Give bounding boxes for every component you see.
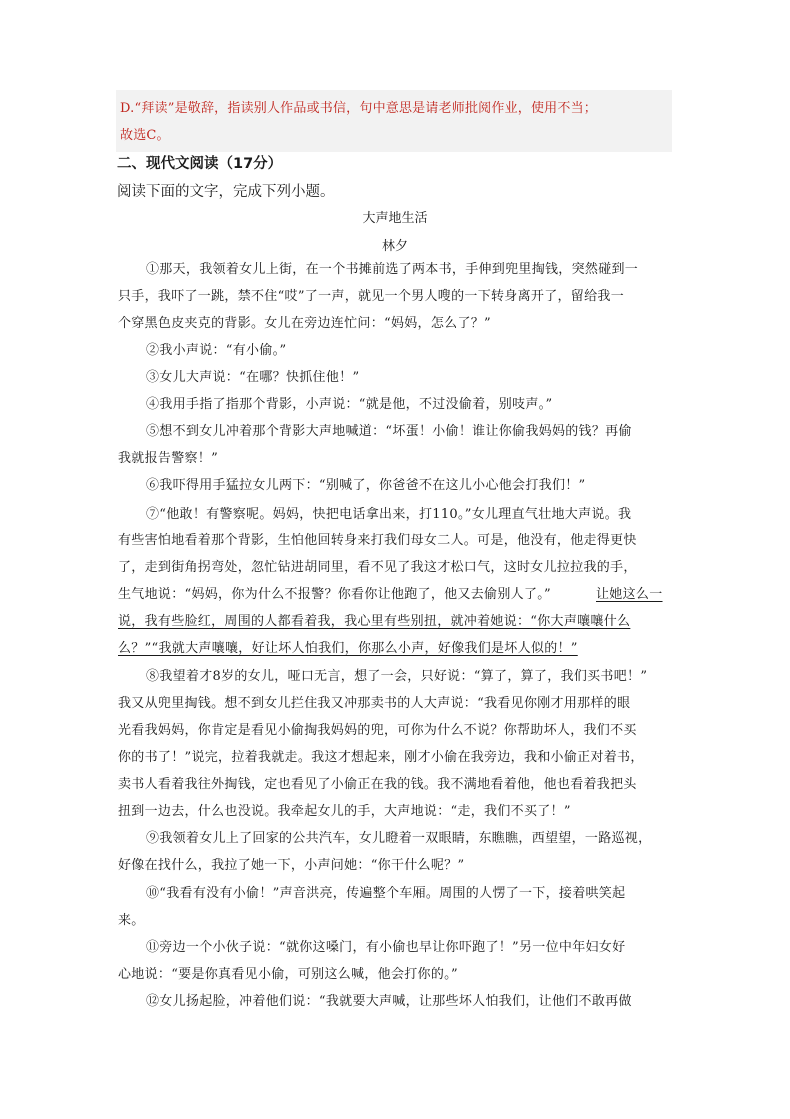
text-line: 个穿黑色皮夹克的背影。女儿在旁边连忙问：“妈妈，怎么了？” [118,316,491,331]
text-line: 你的书了！”说完，拉着我就走。我这才想起来，刚才小偷在我旁边，我和小偷正对着书， [118,750,644,765]
text-line: ⑥我吓得用手猛拉女儿两下：“别喊了，你爸爸不在这儿小心他会打我们！” [146,478,586,493]
answer-line-2: 故选C。 [120,128,170,143]
text-line: 有些害怕地看着那个背影，生怕他回转身来打我们母女二人。可是，他没有，他走得更快 [118,533,637,548]
section-instruction: 阅读下面的文字，完成下列小题。 [117,184,335,200]
underlined-sentence: 么？”“我就大声嚷嚷，好让坏人怕我们，你那么小声，好像我们是坏人似的！” [118,641,578,656]
text-line: 了，走到街角拐弯处，忽忙钻进胡同里，看不见了我这才松口气，这时女儿拉拉我的手， [118,560,637,575]
text-line: 好像在找什么，我拉了她一下，小声问她：“你干什么呢？” [118,858,465,873]
article-title: 大声地生活 [362,211,428,226]
text-line: 我又从兜里掏钱。想不到女儿拦住我又冲那卖书的人大声说：“我看见你刚才用那样的眼 [118,696,631,711]
text-line: ⑩“我看有没有小偷！”声音洪亮，传遍整个车厢。周围的人愣了一下，接着哄笑起 [146,886,626,901]
section-heading: 二、现代文阅读（17分） [117,156,283,172]
text-line: ②我小声说：“有小偷。” [146,343,287,358]
text-line: 我就报告警察！” [118,451,219,466]
underlined-sentence: 说，我有些脸红，周围的人都看着我，我心里有些别扭，就冲着她说：“你大声嚷嚷什么 [118,614,631,629]
text-line: 生气地说：“妈妈，你为什么不报警？你看你让他跑了，他又去偷别人了。” [118,587,551,602]
article-author: 林夕 [381,239,408,254]
text-line: 扭到一边去，什么也没说。我牵起女儿的手，大声地说：“走，我们不买了！” [118,804,571,819]
text-line: 来。 [118,913,145,928]
text-line: 心地说：“要是你真看见小偷，可别这么喊，他会打你的。” [118,967,458,982]
text-line: ⑤想不到女儿冲着那个背影大声地喊道：“坏蛋！小偷！谁让你偷我妈妈的钱？再偷 [146,424,632,439]
text-line: ⑦“他敢！有警察呢。妈妈，快把电话拿出来，打110。”女儿理直气壮地大声说。我 [146,507,632,522]
text-line: ④我用手指了指那个背影，小声说：“就是他，不过没偷着，别吱声。” [146,397,553,412]
text-line: ⑫女儿扬起脸，冲着他们说：“我就要大声喊，让那些坏人怕我们，让他们不敢再做 [146,994,632,1009]
text-line: 卖书人看着我往外掏钱，定也看见了小偷正在我的钱。我不满地看着他，他也看着我把头 [118,777,637,792]
text-line: ③女儿大声说：“在哪？快抓住他！” [146,370,360,385]
answer-line-1: D.“拜读”是敬辞，指读别人作品或书信，句中意思是请老师批阅作业，使用不当； [120,101,597,116]
text-line: 光看我妈妈，你肯定是看见小偷掏我妈妈的兜，可你为什么不说？你帮助坏人，我们不买 [118,723,637,738]
text-line: 只手，我吓了一跳，禁不住“哎”了一声，就见一个男人嗖的一下转身离开了，留给我一 [118,289,624,304]
text-line: ⑨我领着女儿上了回家的公共汽车，女儿瞪着一双眼睛，东瞧瞧，西望望，一路巡视， [146,831,652,846]
text-line: ⑪旁边一个小伙子说：“就你这嗓门，有小偷也早让你吓跑了！”另一位中年妇女好 [146,940,626,955]
text-line: ①那天，我领着女儿上街，在一个书摊前选了两本书，手伸到兜里掏钱，突然碰到一 [146,262,639,277]
text-line: ⑧我望着才8岁的女儿，哑口无言，想了一会，只好说：“算了，算了，我们买书吧！” [146,669,648,684]
underlined-sentence: 让她这么一 [596,587,663,602]
